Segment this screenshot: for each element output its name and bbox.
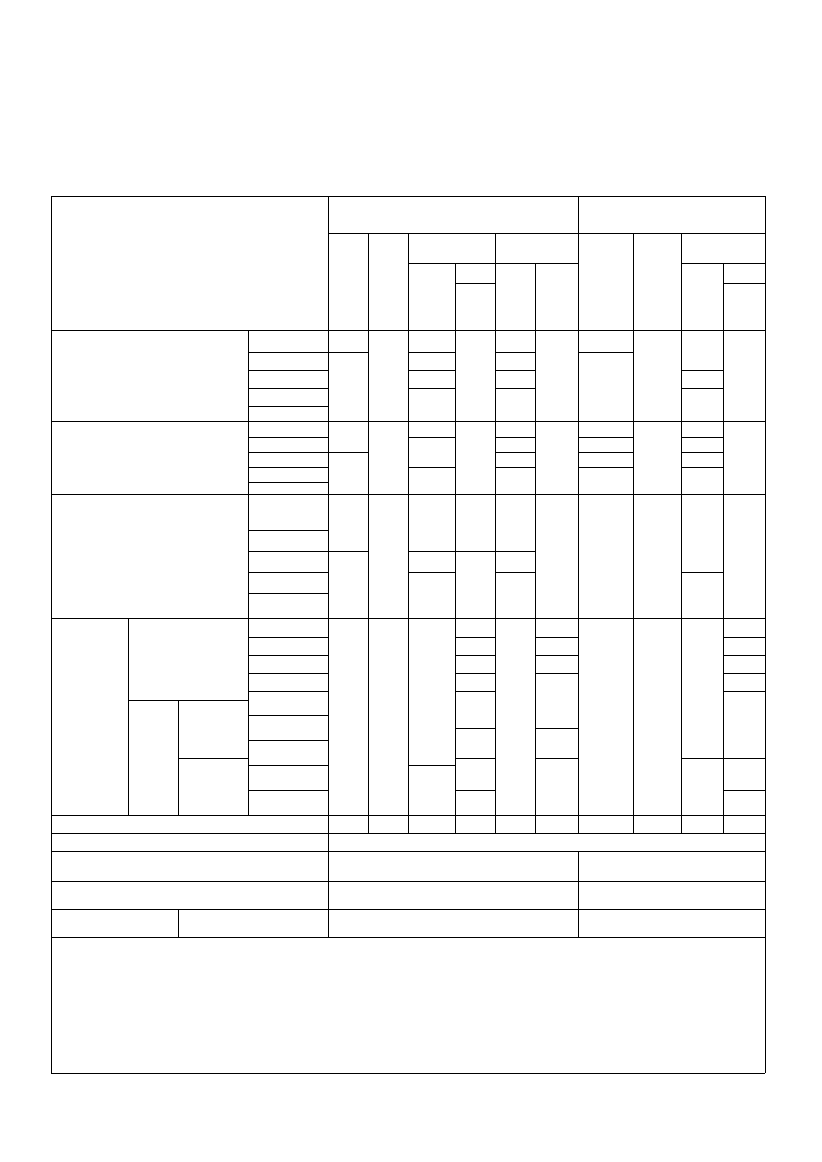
b2-sub-rule-1	[248, 437, 328, 438]
body-block-rule-2	[51, 494, 765, 495]
body-col-8	[578, 330, 579, 815]
form-border-right	[765, 196, 766, 1073]
footer-tick-3	[455, 815, 456, 833]
footer-col-b	[578, 851, 579, 937]
form-border-bottom	[51, 1073, 765, 1074]
header-col-6	[535, 263, 536, 330]
header-col-3	[408, 233, 409, 330]
b3-sub-rule-1	[248, 530, 328, 531]
b1-sub-rule-4	[248, 406, 328, 407]
b4-c4-rule-f	[455, 758, 495, 759]
b1-c1-rule	[328, 352, 368, 353]
b4-sub-rule-1	[248, 637, 328, 638]
footer-tick-7	[633, 815, 634, 833]
b4-inner-rule-1	[128, 700, 248, 701]
b1-c9-rule	[681, 370, 723, 371]
body-block-rule-1	[51, 421, 765, 422]
footer-col-c	[178, 909, 179, 937]
footer-short-col-1	[328, 833, 329, 851]
header-rule-3b	[723, 283, 765, 284]
header-rule-1	[328, 233, 765, 234]
header-col-7	[578, 196, 579, 330]
b4-c4-rule-b	[455, 655, 495, 656]
header-col-2	[368, 233, 369, 330]
b4-c10-rule-e	[723, 758, 765, 759]
b4-c4-rule-c	[455, 673, 495, 674]
b1-c5-rule	[495, 352, 535, 353]
b1-c9-rule-b	[681, 388, 723, 389]
b3-c3-rule	[408, 551, 455, 552]
b2-c5-rule-c	[495, 467, 535, 468]
b4-sub-rule-3	[248, 673, 328, 674]
b1-c5-rule-c	[495, 388, 535, 389]
b1-c7-rule	[578, 352, 633, 353]
b4-c4-rule-e	[455, 728, 495, 729]
b1-sub-rule-3	[248, 388, 328, 389]
b4-c6-rule-e	[535, 758, 578, 759]
b2-c7-rule-b	[578, 452, 633, 453]
b1-sub-rule-1	[248, 352, 328, 353]
footer-tick-1	[368, 815, 369, 833]
footer-rule-4	[51, 909, 765, 910]
b3-c3-rule-b	[408, 572, 455, 573]
b4-c10-rule-c	[723, 673, 765, 674]
body-col-9	[633, 330, 634, 815]
header-rule-3	[455, 283, 495, 284]
footer-rule-1	[51, 833, 765, 834]
b4-sub-rule-6	[248, 740, 328, 741]
b2-sub-rule-3	[248, 467, 328, 468]
b3-c5-rule	[495, 551, 535, 552]
footer-col-a	[328, 851, 329, 937]
footer-tick-4	[495, 815, 496, 833]
b4-sub-rule-8	[248, 790, 328, 791]
footer-tick-0	[328, 815, 329, 833]
footer-tick-2	[408, 815, 409, 833]
header-col-1	[328, 196, 329, 330]
b3-c9-rule	[681, 572, 723, 573]
b2-c1-rule	[328, 452, 368, 453]
footer-tick-6	[578, 815, 579, 833]
b4-c4-rule-d	[455, 691, 495, 692]
b3-c1-rule	[328, 551, 368, 552]
b4-c4-rule	[455, 637, 495, 638]
b4-sub-rule-5	[248, 715, 328, 716]
b4-c4-rule-g	[455, 790, 495, 791]
body-col-3	[368, 330, 369, 815]
footer-rule-3	[51, 881, 765, 882]
b4-sub-rule-4	[248, 691, 328, 692]
b1-c3-rule-b	[408, 370, 455, 371]
header-col-5	[495, 233, 496, 330]
b3-c5-rule-b	[495, 572, 535, 573]
form-border-left	[51, 196, 52, 1073]
b3-sub-rule-2	[248, 551, 328, 552]
b4-c6-rule-b	[535, 655, 578, 656]
b2-c7-rule-c	[578, 467, 633, 468]
b4-c6-rule	[535, 637, 578, 638]
b3-sub-rule-3	[248, 572, 328, 573]
form-border-top	[51, 196, 765, 197]
footer-tick-5	[535, 815, 536, 833]
header-col-4	[455, 263, 456, 330]
b2-c5-rule-b	[495, 452, 535, 453]
b4-sub-rule-7	[248, 765, 328, 766]
b2-sub-rule-4	[248, 482, 328, 483]
b4-c10-rule	[723, 637, 765, 638]
b4-c10-rule-d	[723, 691, 765, 692]
b2-c9-rule-b	[681, 452, 723, 453]
b1-c3-rule	[408, 352, 455, 353]
footer-rule-2	[51, 851, 765, 852]
b1-c3-rule-c	[408, 388, 455, 389]
body-col-2	[328, 330, 329, 815]
body-col-5	[455, 330, 456, 815]
header-col-9	[681, 233, 682, 330]
body-col-7	[535, 330, 536, 815]
b2-c3-rule-b	[408, 467, 455, 468]
b4-col-a	[128, 618, 129, 815]
header-rule-2	[408, 263, 578, 264]
b4-c6-rule-c	[535, 673, 578, 674]
b2-c7-rule	[578, 437, 633, 438]
b1-sub-rule-2	[248, 370, 328, 371]
b4-inner-rule-2	[178, 758, 248, 759]
footer-rule-5	[51, 937, 765, 938]
header-col-8	[633, 233, 634, 330]
footer-tick-8	[681, 815, 682, 833]
b2-c3-rule	[408, 437, 455, 438]
b4-c10-rule-b	[723, 655, 765, 656]
b4-c10-rule-f	[723, 790, 765, 791]
footer-tick-9	[723, 815, 724, 833]
b4-c9-rule	[681, 758, 723, 759]
b3-c4-rule	[455, 551, 495, 552]
body-block-rule-3	[51, 618, 765, 619]
body-col-11	[723, 330, 724, 815]
b4-c6-rule-d	[535, 728, 578, 729]
b2-c9-rule-c	[681, 467, 723, 468]
header-col-10	[723, 263, 724, 330]
b4-sub-rule-2	[248, 655, 328, 656]
b1-c5-rule-b	[495, 370, 535, 371]
b3-sub-rule-4	[248, 593, 328, 594]
b2-c5-rule	[495, 437, 535, 438]
b2-sub-rule-2	[248, 452, 328, 453]
b2-c9-rule	[681, 437, 723, 438]
b4-c3-rule	[408, 765, 455, 766]
